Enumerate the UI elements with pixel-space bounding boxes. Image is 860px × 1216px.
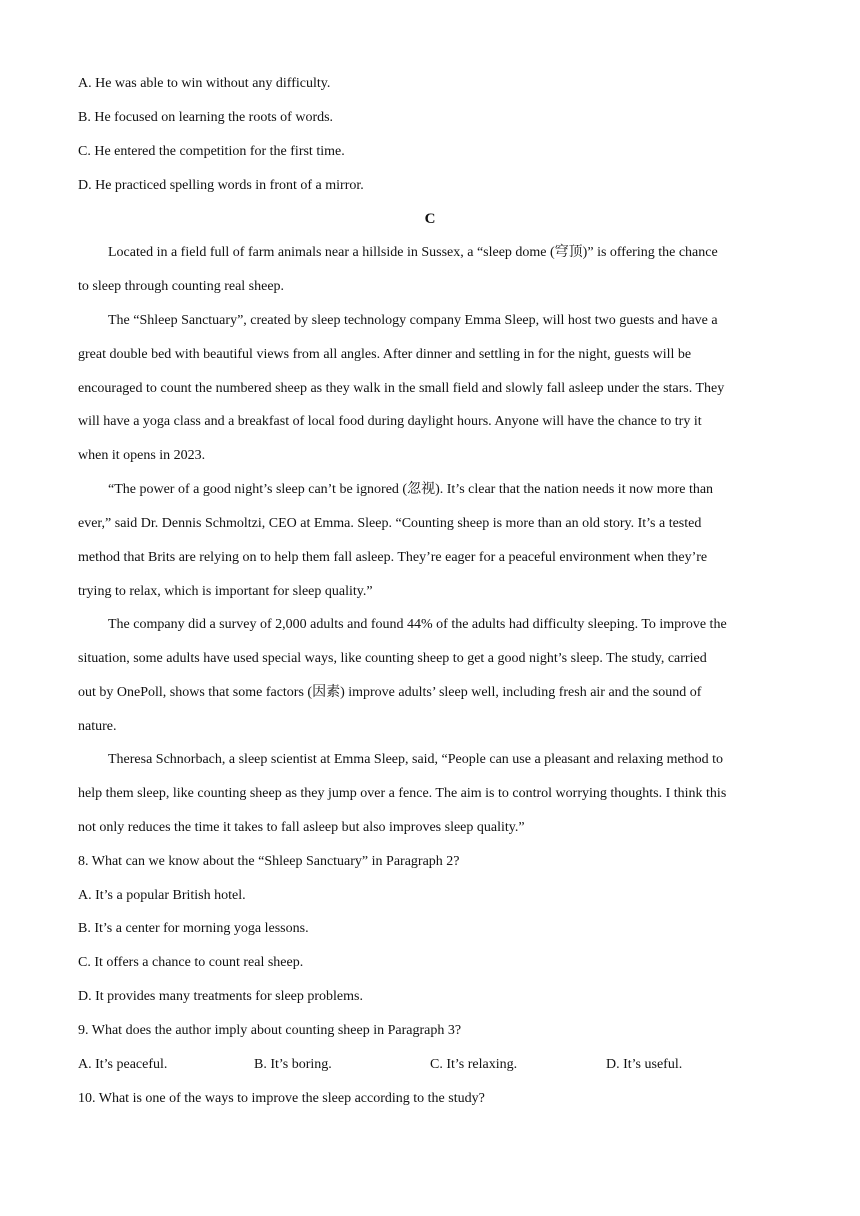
q9-option-c: C. It’s relaxing. — [430, 1057, 518, 1072]
passage-line: ever,” said Dr. Dennis Schmoltzi, CEO at Emma. Sleep. “Counting sheep is more than an old story. It’s a tested — [78, 516, 702, 531]
passage-line: The “Shleep Sanctuary”, created by sleep technology company Emma Sleep, will host two guests and have a — [108, 313, 718, 328]
q9-option-a: A. It’s peaceful. — [78, 1057, 168, 1072]
q8-option-b: B. It’s a center for morning yoga lessons. — [78, 921, 309, 936]
q8-option-c: C. It offers a chance to count real sheep. — [78, 955, 304, 970]
q7-option-d: D. He practiced spelling words in front of a mirror. — [78, 178, 364, 193]
q8-option-d: D. It provides many treatments for sleep problems. — [78, 989, 363, 1004]
q10-question: 10. What is one of the ways to improve the sleep according to the study? — [78, 1091, 485, 1106]
q9-option-b: B. It’s boring. — [254, 1057, 332, 1072]
q8-option-a: A. It’s a popular British hotel. — [78, 888, 246, 903]
passage-line: encouraged to count the numbered sheep as they walk in the small field and slowly fall asleep under the stars. They — [78, 381, 725, 396]
passage-line: out by OnePoll, shows that some factors (因素) improve adults’ sleep well, including fresh air and the sound of — [78, 685, 702, 700]
q7-option-a: A. He was able to win without any difficulty. — [78, 76, 331, 91]
q7-option-c: C. He entered the competition for the first time. — [78, 144, 345, 159]
passage-line: when it opens in 2023. — [78, 448, 206, 463]
q7-option-b: B. He focused on learning the roots of words. — [78, 110, 334, 125]
passage-line: “The power of a good night’s sleep can’t be ignored (忽视). It’s clear that the nation needs it now more than — [108, 482, 714, 497]
passage-line: help them sleep, like counting sheep as they jump over a fence. The aim is to control worrying thoughts. I think this — [78, 786, 727, 801]
section-title: C — [424, 211, 436, 227]
passage-line: will have a yoga class and a breakfast of local food during daylight hours. Anyone will have the chance to try it — [78, 414, 702, 429]
q8-question: 8. What can we know about the “Shleep Sanctuary” in Paragraph 2? — [78, 854, 460, 869]
passage-line: great double bed with beautiful views from all angles. After dinner and settling in for the night, guests will be — [78, 347, 692, 362]
q9-option-d: D. It’s useful. — [606, 1057, 683, 1072]
passage-line: The company did a survey of 2,000 adults and found 44% of the adults had difficulty sleeping. To improve the — [108, 617, 727, 632]
q9-question: 9. What does the author imply about counting sheep in Paragraph 3? — [78, 1023, 462, 1038]
passage-line: Theresa Schnorbach, a sleep scientist at Emma Sleep, said, “People can use a pleasant and relaxing method to — [108, 752, 724, 767]
passage-line: method that Brits are relying on to help them fall asleep. They’re eager for a peaceful environment when they’re — [78, 550, 708, 565]
passage-line: to sleep through counting real sheep. — [78, 279, 285, 294]
passage-line: nature. — [78, 719, 117, 734]
passage-line: Located in a field full of farm animals near a hillside in Sussex, a “sleep dome (穹顶)” is offering the chance — [108, 245, 718, 260]
passage-line: situation, some adults have used special ways, like counting sheep to get a good night’s sleep. The study, carried — [78, 651, 707, 666]
passage-line: not only reduces the time it takes to fall asleep but also improves sleep quality.” — [78, 820, 525, 835]
passage-line: trying to relax, which is important for sleep quality.” — [78, 584, 373, 599]
